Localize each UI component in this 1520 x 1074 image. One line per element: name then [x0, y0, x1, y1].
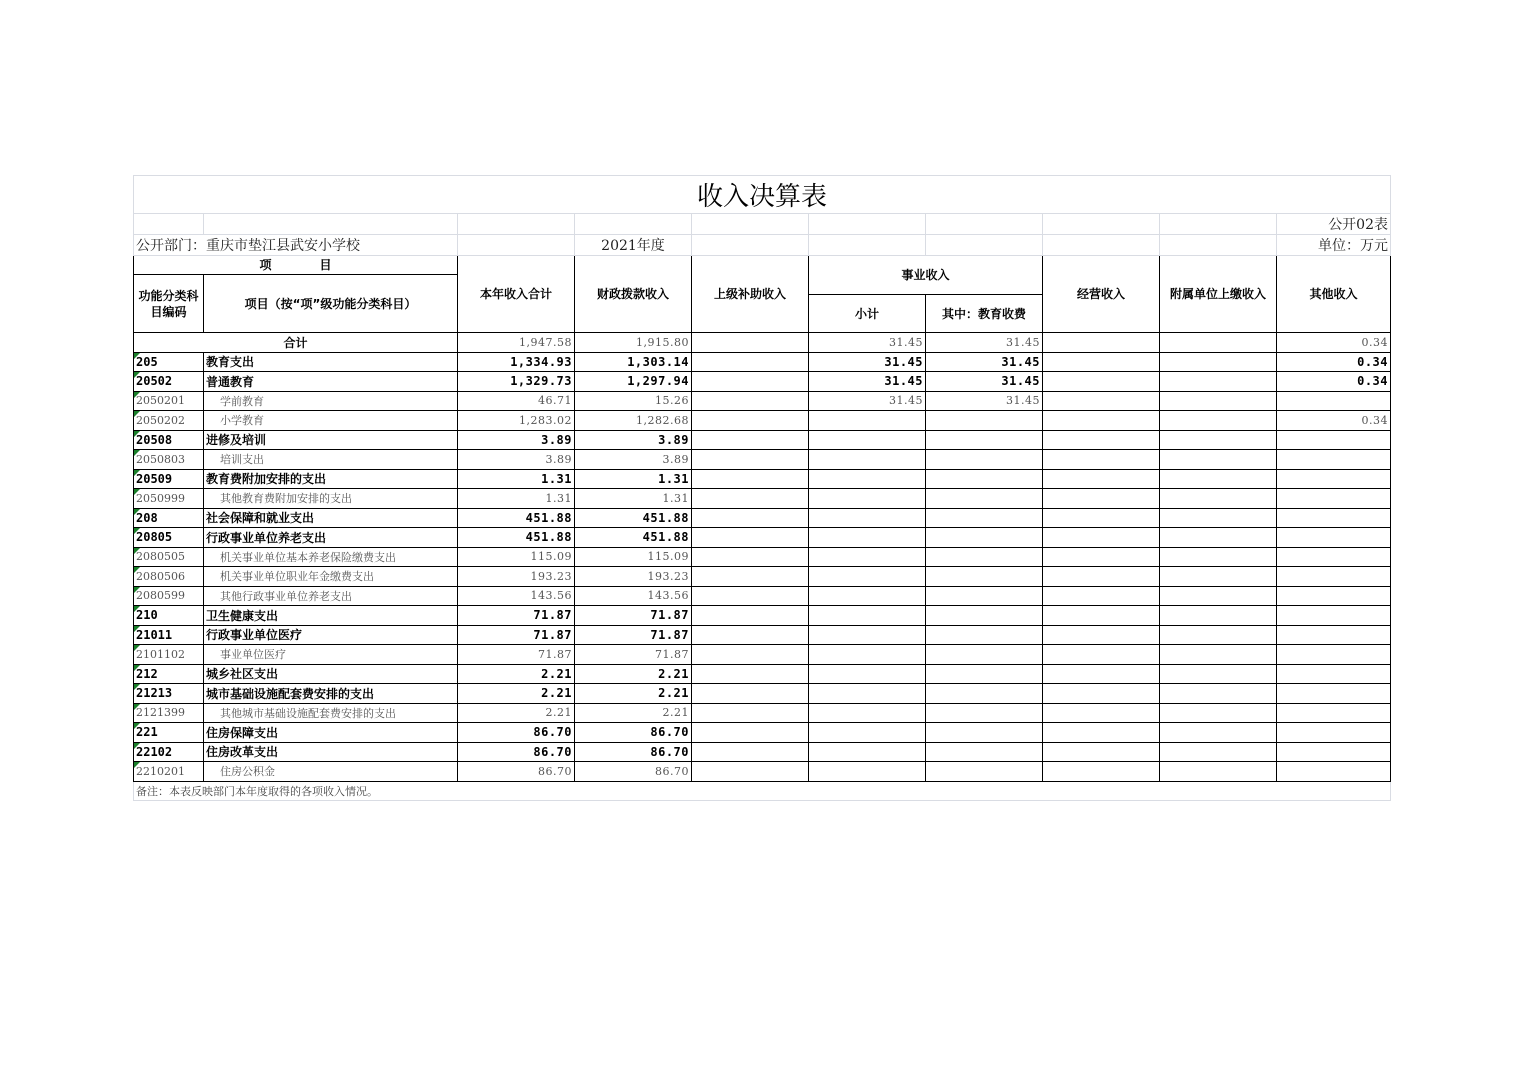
row-subtotal-cell: [809, 684, 926, 704]
row-subtotal-cell: [809, 411, 926, 431]
row-affiliate-cell: [1160, 489, 1277, 509]
row-code: 208: [134, 508, 204, 528]
row-subtotal-cell: [809, 450, 926, 470]
row-fiscal-cell: 2.21: [575, 684, 692, 704]
row-edu-fee-cell: [926, 547, 1043, 567]
row-affiliate-cell: [1160, 762, 1277, 782]
row-operating-cell: [1043, 684, 1160, 704]
row-edu-fee-cell: [926, 684, 1043, 704]
row-superior-cell: [692, 723, 809, 743]
row-total-cell: 86.70: [458, 762, 575, 782]
row-subtotal-cell: [809, 508, 926, 528]
row-fiscal-cell: 2.21: [575, 703, 692, 723]
row-other-cell: [1277, 703, 1391, 723]
row-affiliate-cell: [1160, 586, 1277, 606]
row-total-cell: 115.09: [458, 547, 575, 567]
row-other-cell: [1277, 723, 1391, 743]
row-total-cell: 143.56: [458, 586, 575, 606]
table-row: [134, 372, 1391, 392]
row-name: 教育支出: [204, 352, 458, 372]
row-other-cell: 0.34: [1277, 372, 1391, 392]
row-total-cell: 3.89: [458, 430, 575, 450]
row-superior-cell: [692, 703, 809, 723]
row-total-cell: 1.31: [458, 469, 575, 489]
row-fiscal-cell: 71.87: [575, 606, 692, 626]
row-superior-cell: [692, 469, 809, 489]
row-edu-fee-cell: [926, 430, 1043, 450]
row-edu-fee-cell: [926, 489, 1043, 509]
table-row: [134, 606, 1391, 626]
row-fiscal-cell: 451.88: [575, 528, 692, 548]
row-name: 城市基础设施配套费安排的支出: [204, 684, 458, 704]
row-fiscal-cell: 3.89: [575, 430, 692, 450]
row-operating-cell: [1043, 645, 1160, 665]
row-total-cell: 71.87: [458, 645, 575, 665]
row-affiliate-cell: [1160, 411, 1277, 431]
row-superior-cell: [692, 645, 809, 665]
row-subtotal-cell: [809, 586, 926, 606]
row-subtotal-cell: 31.45: [809, 352, 926, 372]
row-edu-fee-cell: [926, 625, 1043, 645]
row-other-cell: [1277, 645, 1391, 665]
row-total-cell: 2.21: [458, 684, 575, 704]
row-other-cell: [1277, 508, 1391, 528]
table-row: [134, 430, 1391, 450]
header-item-name: 项目（按“项”级功能分类科目）: [204, 275, 458, 333]
row-fiscal-cell: 1,303.14: [575, 352, 692, 372]
row-other-cell: [1277, 586, 1391, 606]
row-name: 住房公积金: [204, 762, 458, 782]
row-code: 212: [134, 664, 204, 684]
row-affiliate-cell: [1160, 645, 1277, 665]
row-other-cell: [1277, 625, 1391, 645]
row-code: 205: [134, 352, 204, 372]
row-name: 教育费附加安排的支出: [204, 469, 458, 489]
row-edu-fee-cell: 31.45: [926, 352, 1043, 372]
row-name: 其他行政事业单位养老支出: [204, 586, 458, 606]
row-subtotal-cell: [809, 469, 926, 489]
row-operating-cell: [1043, 489, 1160, 509]
row-operating-cell: [1043, 664, 1160, 684]
row-fiscal-cell: 3.89: [575, 450, 692, 470]
row-affiliate-cell: [1160, 703, 1277, 723]
row-superior-cell: [692, 528, 809, 548]
row-subtotal-cell: [809, 703, 926, 723]
row-operating-cell: [1043, 352, 1160, 372]
header-function-code: 功能分类科目编码: [134, 275, 204, 333]
row-fiscal-cell: 143.56: [575, 586, 692, 606]
row-total-cell: 71.87: [458, 606, 575, 626]
form-number: 公开02表: [1277, 214, 1391, 235]
row-edu-fee-cell: 31.45: [926, 372, 1043, 392]
row-total-cell: 193.23: [458, 567, 575, 587]
row-edu-fee-cell: [926, 606, 1043, 626]
row-operating-cell: [1043, 762, 1160, 782]
row-fiscal-cell: 115.09: [575, 547, 692, 567]
row-other-cell: [1277, 450, 1391, 470]
row-code: 221: [134, 723, 204, 743]
header-other-income: 其他收入: [1277, 256, 1391, 333]
row-code: 2210201: [134, 762, 204, 782]
row-fiscal-cell: 86.70: [575, 742, 692, 762]
table-row: [134, 352, 1391, 372]
row-other-cell: [1277, 430, 1391, 450]
row-name: 行政事业单位养老支出: [204, 528, 458, 548]
row-other-cell: [1277, 391, 1391, 411]
row-code: 21011: [134, 625, 204, 645]
row-affiliate-cell: [1160, 742, 1277, 762]
row-subtotal-cell: [809, 489, 926, 509]
row-code: 2080505: [134, 547, 204, 567]
row-edu-fee-cell: [926, 703, 1043, 723]
row-subtotal-cell: [809, 625, 926, 645]
row-name: 城乡社区支出: [204, 664, 458, 684]
header-superior-subsidy: 上级补助收入: [692, 256, 809, 333]
row-affiliate-cell: [1160, 625, 1277, 645]
header-business-subtotal: 小计: [809, 295, 926, 333]
row-total-cell: 86.70: [458, 742, 575, 762]
row-affiliate-cell: [1160, 469, 1277, 489]
table-row: [134, 547, 1391, 567]
row-operating-cell: [1043, 391, 1160, 411]
header-affiliate-income: 附属单位上缴收入: [1160, 256, 1277, 333]
row-superior-cell: [692, 547, 809, 567]
row-name: 机关事业单位基本养老保险缴费支出: [204, 547, 458, 567]
row-name: 机关事业单位职业年金缴费支出: [204, 567, 458, 587]
table-row: [134, 489, 1391, 509]
total-fiscal-cell: 1,915.80: [575, 333, 692, 353]
row-subtotal-cell: [809, 547, 926, 567]
row-operating-cell: [1043, 469, 1160, 489]
fiscal-year: 2021年度: [575, 235, 692, 256]
row-other-cell: [1277, 528, 1391, 548]
table-row: [134, 528, 1391, 548]
row-subtotal-cell: [809, 430, 926, 450]
row-other-cell: [1277, 469, 1391, 489]
row-edu-fee-cell: [926, 567, 1043, 587]
table-row: [134, 645, 1391, 665]
row-code: 22102: [134, 742, 204, 762]
row-name: 其他城市基础设施配套费安排的支出: [204, 703, 458, 723]
row-superior-cell: [692, 625, 809, 645]
row-subtotal-cell: [809, 723, 926, 743]
table-row: [134, 723, 1391, 743]
total-affiliate-cell: [1160, 333, 1277, 353]
row-superior-cell: [692, 411, 809, 431]
footnote: 备注：本表反映部门本年度取得的各项收入情况。: [134, 781, 1391, 800]
row-superior-cell: [692, 489, 809, 509]
row-affiliate-cell: [1160, 567, 1277, 587]
row-superior-cell: [692, 352, 809, 372]
row-affiliate-cell: [1160, 664, 1277, 684]
row-operating-cell: [1043, 625, 1160, 645]
row-superior-cell: [692, 684, 809, 704]
row-fiscal-cell: 1.31: [575, 489, 692, 509]
row-affiliate-cell: [1160, 547, 1277, 567]
row-other-cell: [1277, 489, 1391, 509]
row-operating-cell: [1043, 450, 1160, 470]
row-edu-fee-cell: [926, 762, 1043, 782]
row-other-cell: [1277, 742, 1391, 762]
row-name: 行政事业单位医疗: [204, 625, 458, 645]
row-code: 210: [134, 606, 204, 626]
row-name: 住房改革支出: [204, 742, 458, 762]
row-operating-cell: [1043, 430, 1160, 450]
row-edu-fee-cell: [926, 664, 1043, 684]
row-affiliate-cell: [1160, 528, 1277, 548]
row-edu-fee-cell: [926, 723, 1043, 743]
table-row: [134, 567, 1391, 587]
table-row: [134, 762, 1391, 782]
row-code: 20508: [134, 430, 204, 450]
row-other-cell: 0.34: [1277, 411, 1391, 431]
row-edu-fee-cell: [926, 508, 1043, 528]
row-fiscal-cell: 1.31: [575, 469, 692, 489]
row-subtotal-cell: [809, 567, 926, 587]
table-row: [134, 625, 1391, 645]
row-edu-fee-cell: [926, 586, 1043, 606]
row-code: 20509: [134, 469, 204, 489]
row-code: 20502: [134, 372, 204, 392]
table-row: [134, 391, 1391, 411]
row-affiliate-cell: [1160, 684, 1277, 704]
unit-label: 单位：万元: [1277, 235, 1391, 256]
row-other-cell: 0.34: [1277, 352, 1391, 372]
row-other-cell: [1277, 606, 1391, 626]
table-row: [134, 450, 1391, 470]
row-code: 21213: [134, 684, 204, 704]
row-superior-cell: [692, 606, 809, 626]
row-superior-cell: [692, 508, 809, 528]
row-subtotal-cell: [809, 762, 926, 782]
row-superior-cell: [692, 762, 809, 782]
row-subtotal-cell: [809, 742, 926, 762]
row-code: 20805: [134, 528, 204, 548]
income-statement-sheet: [133, 175, 1390, 801]
row-subtotal-cell: [809, 645, 926, 665]
row-edu-fee-cell: [926, 469, 1043, 489]
table-row: [134, 684, 1391, 704]
row-fiscal-cell: 71.87: [575, 645, 692, 665]
row-operating-cell: [1043, 586, 1160, 606]
row-total-cell: 3.89: [458, 450, 575, 470]
row-subtotal-cell: [809, 606, 926, 626]
row-edu-fee-cell: [926, 742, 1043, 762]
total-income-cell: 1,947.58: [458, 333, 575, 353]
row-operating-cell: [1043, 723, 1160, 743]
row-affiliate-cell: [1160, 723, 1277, 743]
table-row: [134, 586, 1391, 606]
row-name: 培训支出: [204, 450, 458, 470]
report-title: 收入决算表: [134, 176, 1391, 214]
row-edu-fee-cell: [926, 528, 1043, 548]
header-fiscal-allocation: 财政拨款收入: [575, 256, 692, 333]
row-affiliate-cell: [1160, 430, 1277, 450]
row-affiliate-cell: [1160, 508, 1277, 528]
row-total-cell: 46.71: [458, 391, 575, 411]
table-row: [134, 411, 1391, 431]
header-project: 项 目: [134, 256, 458, 275]
row-superior-cell: [692, 664, 809, 684]
table-row: [134, 508, 1391, 528]
row-code: 2101102: [134, 645, 204, 665]
row-code: 2050201: [134, 391, 204, 411]
row-operating-cell: [1043, 703, 1160, 723]
header-operating-income: 经营收入: [1043, 256, 1160, 333]
row-total-cell: 451.88: [458, 508, 575, 528]
row-superior-cell: [692, 430, 809, 450]
row-code: 2050202: [134, 411, 204, 431]
table-row: [134, 469, 1391, 489]
row-other-cell: [1277, 684, 1391, 704]
row-name: 事业单位医疗: [204, 645, 458, 665]
header-education-fee: 其中：教育收费: [926, 295, 1043, 333]
row-total-cell: 451.88: [458, 528, 575, 548]
row-other-cell: [1277, 567, 1391, 587]
row-fiscal-cell: 71.87: [575, 625, 692, 645]
row-superior-cell: [692, 372, 809, 392]
row-edu-fee-cell: [926, 450, 1043, 470]
row-subtotal-cell: [809, 664, 926, 684]
row-fiscal-cell: 15.26: [575, 391, 692, 411]
row-operating-cell: [1043, 508, 1160, 528]
row-fiscal-cell: 2.21: [575, 664, 692, 684]
row-total-cell: 2.21: [458, 664, 575, 684]
row-name: 普通教育: [204, 372, 458, 392]
row-total-cell: 1.31: [458, 489, 575, 509]
row-fiscal-cell: 451.88: [575, 508, 692, 528]
row-affiliate-cell: [1160, 450, 1277, 470]
row-superior-cell: [692, 450, 809, 470]
row-code: 2050999: [134, 489, 204, 509]
row-fiscal-cell: 193.23: [575, 567, 692, 587]
row-fiscal-cell: 1,297.94: [575, 372, 692, 392]
row-total-cell: 1,283.02: [458, 411, 575, 431]
header-total-income: 本年收入合计: [458, 256, 575, 333]
total-edu-fee-cell: 31.45: [926, 333, 1043, 353]
row-total-cell: 86.70: [458, 723, 575, 743]
row-name: 进修及培训: [204, 430, 458, 450]
row-name: 其他教育费附加安排的支出: [204, 489, 458, 509]
row-operating-cell: [1043, 547, 1160, 567]
row-name: 社会保障和就业支出: [204, 508, 458, 528]
table-row: [134, 742, 1391, 762]
row-edu-fee-cell: 31.45: [926, 391, 1043, 411]
row-code: 2080599: [134, 586, 204, 606]
row-superior-cell: [692, 567, 809, 587]
row-code: 2080506: [134, 567, 204, 587]
row-affiliate-cell: [1160, 606, 1277, 626]
row-superior-cell: [692, 586, 809, 606]
row-affiliate-cell: [1160, 391, 1277, 411]
row-total-cell: 2.21: [458, 703, 575, 723]
row-edu-fee-cell: [926, 645, 1043, 665]
income-table: [133, 175, 1391, 801]
header-business-income: 事业收入: [809, 256, 1043, 295]
table-row: [134, 664, 1391, 684]
total-operating-cell: [1043, 333, 1160, 353]
row-other-cell: [1277, 762, 1391, 782]
row-name: 卫生健康支出: [204, 606, 458, 626]
row-affiliate-cell: [1160, 372, 1277, 392]
row-fiscal-cell: 1,282.68: [575, 411, 692, 431]
row-edu-fee-cell: [926, 411, 1043, 431]
row-operating-cell: [1043, 372, 1160, 392]
row-operating-cell: [1043, 567, 1160, 587]
row-other-cell: [1277, 547, 1391, 567]
row-fiscal-cell: 86.70: [575, 762, 692, 782]
total-other-cell: 0.34: [1277, 333, 1391, 353]
row-subtotal-cell: [809, 528, 926, 548]
row-name: 住房保障支出: [204, 723, 458, 743]
total-label: 合计: [134, 333, 458, 353]
row-total-cell: 71.87: [458, 625, 575, 645]
total-superior-cell: [692, 333, 809, 353]
row-affiliate-cell: [1160, 352, 1277, 372]
row-subtotal-cell: 31.45: [809, 372, 926, 392]
row-other-cell: [1277, 664, 1391, 684]
department-label: 公开部门：重庆市垫江县武安小学校: [134, 235, 458, 256]
row-name: 小学教育: [204, 411, 458, 431]
total-subtotal-cell: 31.45: [809, 333, 926, 353]
row-superior-cell: [692, 742, 809, 762]
row-operating-cell: [1043, 742, 1160, 762]
row-code: 2121399: [134, 703, 204, 723]
row-name: 学前教育: [204, 391, 458, 411]
row-operating-cell: [1043, 606, 1160, 626]
row-subtotal-cell: 31.45: [809, 391, 926, 411]
table-row: [134, 703, 1391, 723]
row-operating-cell: [1043, 411, 1160, 431]
row-total-cell: 1,329.73: [458, 372, 575, 392]
row-operating-cell: [1043, 528, 1160, 548]
row-superior-cell: [692, 391, 809, 411]
total-row: [134, 333, 1391, 353]
row-fiscal-cell: 86.70: [575, 723, 692, 743]
row-code: 2050803: [134, 450, 204, 470]
row-total-cell: 1,334.93: [458, 352, 575, 372]
